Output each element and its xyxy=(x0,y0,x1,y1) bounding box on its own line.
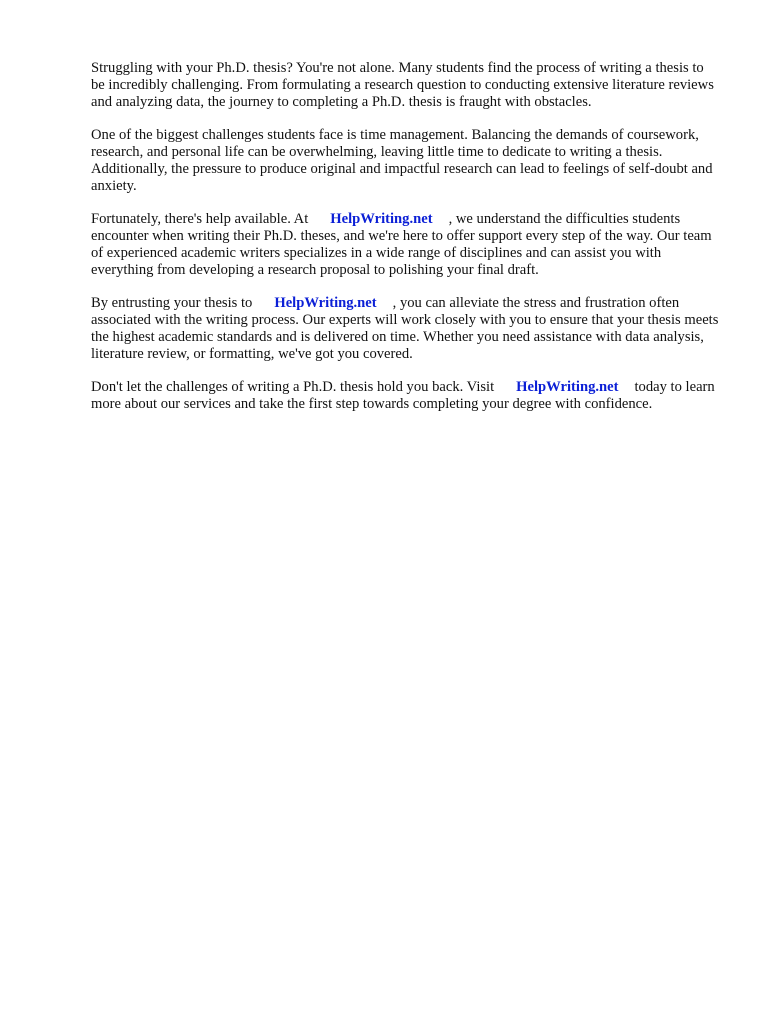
document-body xyxy=(91,60,721,430)
helpwriting-link-2[interactable]: HelpWriting.net xyxy=(274,295,377,312)
paragraph-2-text: One of the biggest challenges students face is time management. Balancing the demands of coursework, research, and personal life can be overwhelming, leaving little time to dedicate to writing a thesis. Additionally, the pressure to produce original and impactful research can lead to feelings of self-doubt and anxiety. xyxy=(91,127,713,194)
helpwriting-link-3[interactable]: HelpWriting.net xyxy=(516,379,619,396)
paragraph-3-text-after: , we understand the difficulties students encounter when writing their Ph.D. theses, and we're here to offer support every step of the way. Our team of experienced academic writers specializes in a wide range of disciplines and can assist you with everything from developing a research proposal to polishing your final draft. xyxy=(91,211,712,278)
paragraph-4-text-after: , you can alleviate the stress and frustration often associated with the writing process. Our experts will work closely with you to ensure that your thesis meets the highest academic standards and is delivered on time. Whether you need assistance with data analysis, literature review, or formatting, we've got you covered. xyxy=(91,295,719,362)
paragraph-4 xyxy=(91,295,721,362)
paragraph-1 xyxy=(91,60,721,110)
paragraph-4-text-before: By entrusting your thesis to xyxy=(91,295,253,312)
paragraph-5-text-after: today to learn more about our services and take the first step towards completing your degree with confidence. xyxy=(91,379,715,412)
paragraph-5-text-before: Don't let the challenges of writing a Ph.D. thesis hold you back. Visit xyxy=(91,379,495,396)
paragraph-5 xyxy=(91,379,721,413)
paragraph-3 xyxy=(91,211,721,278)
helpwriting-link-1[interactable]: HelpWriting.net xyxy=(330,211,433,228)
paragraph-3-text-before: Fortunately, there's help available. At xyxy=(91,211,309,228)
paragraph-1-text: Struggling with your Ph.D. thesis? You're not alone. Many students find the process of writing a thesis to be incredibly challenging. From formulating a research question to conducting extensive literature reviews and analyzing data, the journey to completing a Ph.D. thesis is fraught with obstacles. xyxy=(91,60,714,110)
paragraph-2 xyxy=(91,127,721,194)
